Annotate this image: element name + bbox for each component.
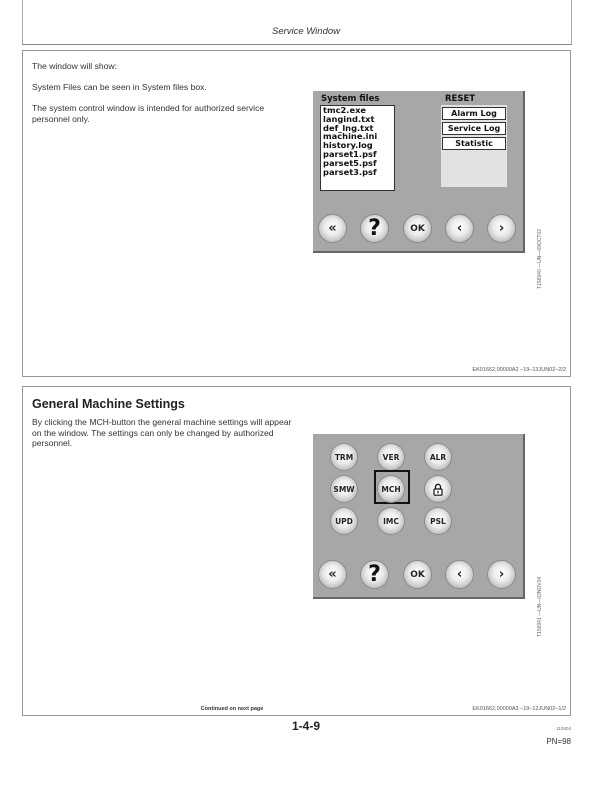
figure-id: T156941 —UN—02NOV04 xyxy=(537,576,543,637)
page-header-title: Service Window xyxy=(271,26,341,37)
chevron-right-icon: › xyxy=(498,221,505,236)
smw-label: SMW xyxy=(333,484,355,494)
smw-button[interactable] xyxy=(331,476,357,502)
upd-button[interactable] xyxy=(331,508,357,534)
lock-icon xyxy=(433,483,443,496)
ver-button[interactable] xyxy=(378,444,404,470)
header-left-border xyxy=(22,0,23,44)
file-item[interactable]: machine.ini xyxy=(323,131,378,142)
upd-label: UPD xyxy=(335,516,353,526)
page-number: 1-4-9 xyxy=(291,719,320,733)
double-chevron-left-icon: « xyxy=(328,567,337,582)
file-item[interactable]: def_lng.txt xyxy=(323,122,374,133)
alr-button[interactable] xyxy=(425,444,451,470)
header-right-border xyxy=(571,0,572,44)
previous-button[interactable] xyxy=(446,215,473,242)
alr-label: ALR xyxy=(429,452,447,462)
file-item[interactable]: history.log xyxy=(323,140,373,151)
figure-id: T156940 —UN—09OCT02 xyxy=(537,228,543,289)
help-button[interactable] xyxy=(361,215,388,242)
section-service-window xyxy=(22,50,571,377)
paragraph: The system control window is intended for authorized service personnel only. xyxy=(32,103,265,124)
double-chevron-left-icon: « xyxy=(328,221,337,236)
reset-panel xyxy=(441,105,507,187)
ver-label: VER xyxy=(382,452,400,462)
reference-code: EK01662,00000A2 –19–13JUN02–2/2 xyxy=(472,367,566,373)
reference-code: EK01662,00000A3 –19–12JUN02–1/2 xyxy=(472,706,566,712)
question-mark-icon: ? xyxy=(368,216,381,241)
ok-label: OK xyxy=(410,223,425,234)
trm-label: TRM xyxy=(334,452,354,462)
ok-label: OK xyxy=(410,569,425,580)
service-window-screen xyxy=(313,91,525,253)
paragraph: By clicking the MCH-button the general machine settings will appear on the window. The settings can only be changed by authorized personnel. xyxy=(32,417,292,448)
question-mark-icon: ? xyxy=(368,562,381,587)
imc-label: IMC xyxy=(383,516,399,526)
section-heading: General Machine Settings xyxy=(32,397,185,411)
pn-number: PN=98 xyxy=(546,737,571,746)
alarm-log-button[interactable]: Alarm Log xyxy=(442,107,506,120)
machine-settings-screen xyxy=(313,434,525,599)
chevron-left-icon: ‹ xyxy=(456,221,463,236)
chevron-right-icon: › xyxy=(498,567,505,582)
date-code: 110404 xyxy=(556,726,571,731)
trm-button[interactable] xyxy=(331,444,357,470)
service-log-button[interactable]: Service Log xyxy=(442,122,506,135)
system-files-label: System files xyxy=(321,94,380,104)
file-item[interactable]: tmc2.exe xyxy=(323,105,367,115)
mch-button[interactable] xyxy=(378,476,404,502)
imc-button[interactable] xyxy=(378,508,404,534)
nav-button-row xyxy=(319,215,517,245)
psl-button[interactable] xyxy=(425,508,451,534)
file-item[interactable]: parset1.psf xyxy=(323,148,377,159)
statistic-button[interactable]: Statistic xyxy=(442,137,506,150)
file-item[interactable]: parset3.psf xyxy=(323,166,377,177)
header-rule xyxy=(22,44,572,45)
continued-note: Continued on next page xyxy=(200,706,264,712)
paragraph: The window will show: xyxy=(32,61,118,71)
back-all-button[interactable] xyxy=(319,561,346,588)
psl-label: PSL xyxy=(430,516,446,526)
system-files-list[interactable] xyxy=(320,105,395,191)
file-item[interactable]: parset5.psf xyxy=(323,157,377,168)
paragraph: System Files can be seen in System files box. xyxy=(32,82,207,92)
back-all-button[interactable] xyxy=(319,215,346,242)
help-button[interactable] xyxy=(361,561,388,588)
nav-button-row xyxy=(319,561,517,591)
chevron-left-icon: ‹ xyxy=(456,567,463,582)
mch-label: MCH xyxy=(381,484,401,494)
ok-button[interactable] xyxy=(404,561,431,588)
next-button[interactable] xyxy=(488,561,515,588)
reset-label: RESET xyxy=(445,94,476,104)
next-button[interactable] xyxy=(488,215,515,242)
ok-button[interactable] xyxy=(404,215,431,242)
section-general-machine-settings xyxy=(22,386,571,716)
file-item[interactable]: langind.txt xyxy=(323,113,375,124)
previous-button[interactable] xyxy=(446,561,473,588)
lock-button[interactable] xyxy=(425,476,451,502)
